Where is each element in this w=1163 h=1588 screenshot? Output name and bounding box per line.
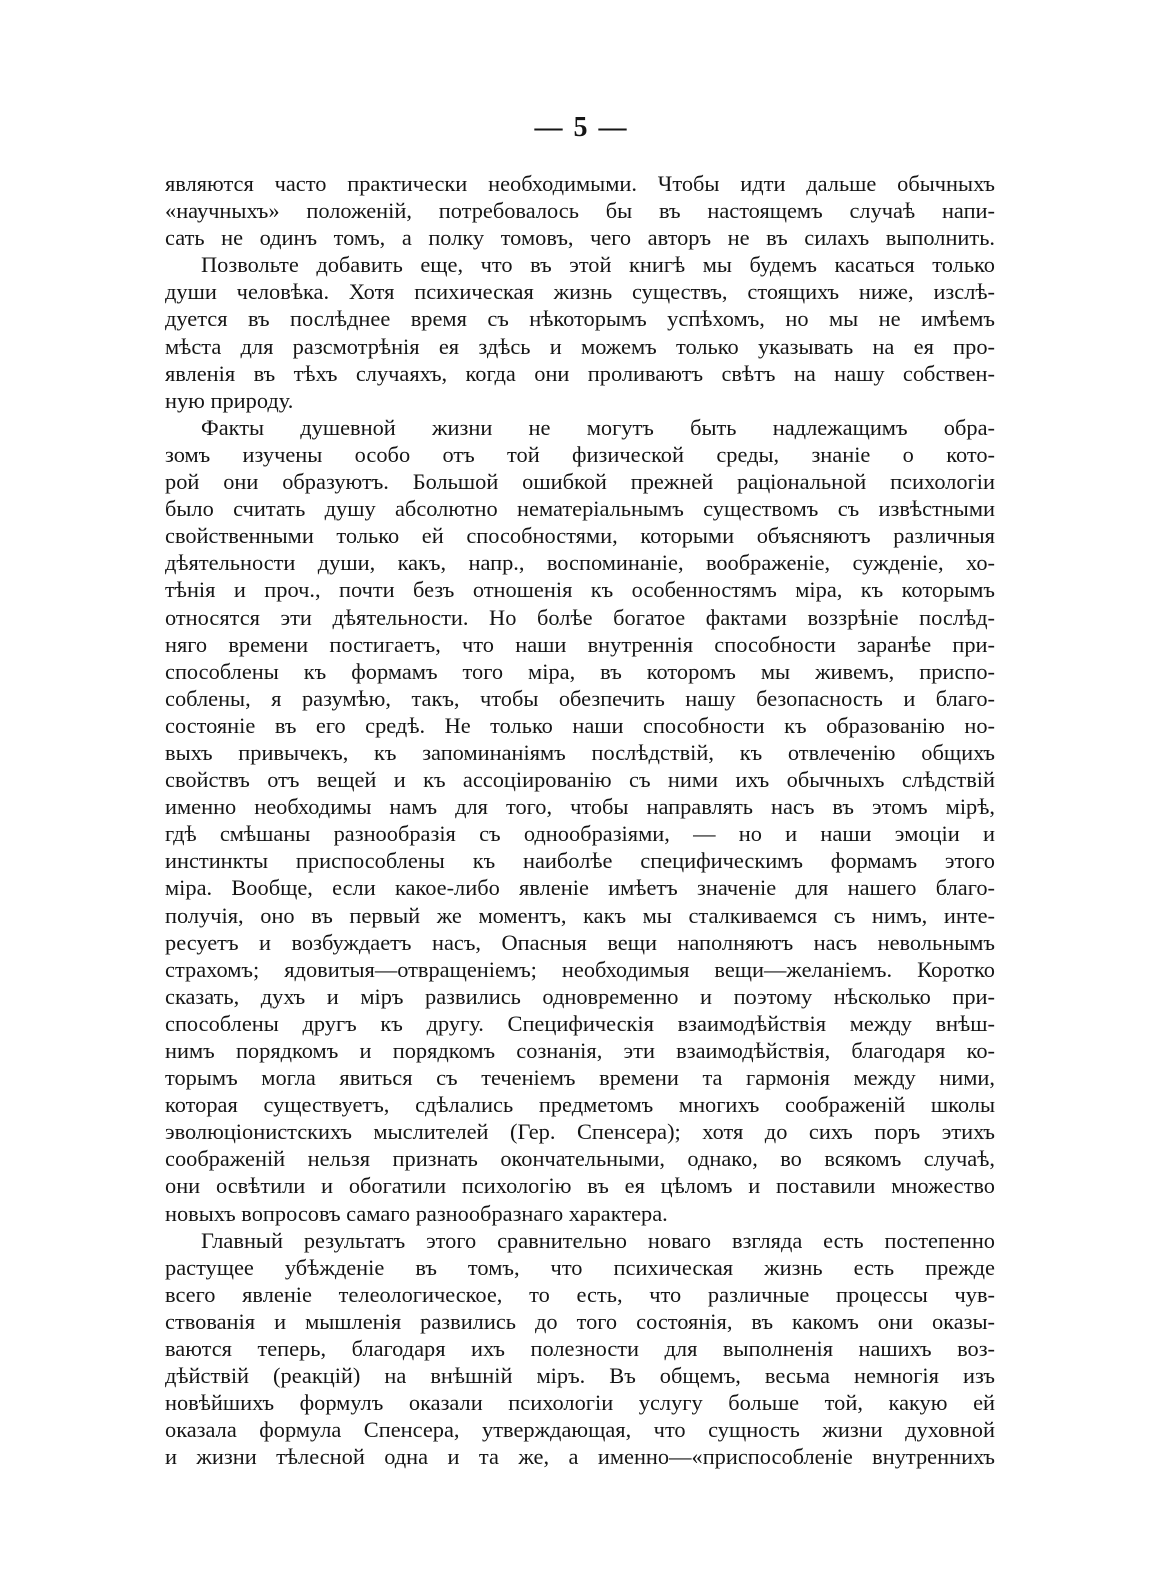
text-line: торымъ могла явиться съ теченіемъ времени та гармонія между ними, — [165, 1065, 995, 1091]
text-line: гдѣ смѣшаны разнообразія съ однообразіями, — но и наши эмоціи и — [165, 821, 995, 847]
text-line: «научныхъ» положеній, потребовалось бы въ настоящемъ случаѣ напи- — [165, 198, 995, 224]
text-line: инстинкты приспособлены къ наиболѣе специфическимъ формамъ этого — [165, 848, 995, 874]
text-line: страхомъ; ядовитыя—отвращеніемъ; необходимыя вещи—желаніемъ. Коротко — [165, 956, 995, 982]
text-line: сказать, духъ и міръ развились одновременно и поэтому нѣсколько при- — [165, 983, 995, 1009]
text-line: получія, оно въ первый же моментъ, какъ мы сталкиваемся съ нимъ, инте- — [165, 902, 995, 928]
text-line: относятся эти дѣятельности. Но болѣе богатое фактами воззрѣніе послѣд- — [165, 604, 995, 630]
text-line: дѣйствій (реакцій) на внѣшній міръ. Въ общемъ, весьма немногія изъ — [165, 1363, 995, 1389]
page-number: — 5 — — [534, 112, 629, 143]
text-line: души человѣка. Хотя психическая жизнь существъ, стоящихъ ниже, изслѣ- — [165, 279, 995, 305]
text-line: Позвольте добавить еще, что въ этой книгѣ мы будемъ касаться только — [201, 252, 995, 278]
text-line: они освѣтили и обогатили психологію въ ея цѣломъ и поставили множество — [165, 1173, 995, 1199]
text-line: было считать душу абсолютно нематеріальнымъ существомъ съ извѣстными — [165, 496, 995, 522]
text-line: свойствъ отъ вещей и къ ассоціированію съ ними ихъ обычныхъ слѣдствій — [165, 767, 995, 793]
text-line: дѣятельности души, какъ, напр., воспоминаніе, воображеніе, сужденіе, хо- — [165, 550, 995, 576]
text-line: Факты душевной жизни не могутъ быть надлежащимъ обра- — [201, 414, 995, 440]
text-line: эволюціонистскихъ мыслителей (Гер. Спенсера); хотя до сихъ поръ этихъ — [165, 1119, 995, 1145]
text-line: и жизни тѣлесной одна и та же, а именно—«приспособленіе внутреннихъ — [165, 1444, 995, 1470]
text-line: новѣйшихъ формулъ оказали психологіи услугу больше той, какую ей — [165, 1390, 995, 1416]
text-line: являются часто практически необходимыми. Чтобы идти дальше обычныхъ — [165, 171, 995, 196]
text-line: рой они образуютъ. Большой ошибкой прежней раціональной психологіи — [165, 469, 995, 495]
text-line: именно необходимы намъ для того, чтобы направлять насъ въ этомъ мірѣ, — [165, 794, 995, 820]
text-line: ствованія и мышленія развились до того состоянія, въ какомъ они оказы- — [165, 1308, 995, 1334]
text-line: сать не одинъ томъ, а полку томовъ, чего авторъ не въ силахъ выполнить. — [165, 225, 995, 251]
text-line: новыхъ вопросовъ самаго разнообразнаго характера. — [165, 1200, 668, 1226]
text-line: мѣста для разсмотрѣнія ея здѣсь и можемъ только указывать на ея про- — [165, 333, 995, 359]
text-line: соблены, я разумѣю, такъ, чтобы обезпечить нашу безопасность и благо- — [165, 685, 995, 711]
text-line: всего явленіе телеологическое, то есть, что различные процессы чув- — [165, 1281, 995, 1307]
text-line: оказала формула Спенсера, утверждающая, что сущность жизни духовной — [165, 1417, 995, 1443]
text-line: міра. Вообще, если какое-либо явленіе имѣетъ значеніе для нашего благо- — [165, 875, 995, 901]
text-line: способлены къ формамъ того міра, въ которомъ мы живемъ, приспо- — [165, 658, 995, 684]
text-line: ваются теперь, благодаря ихъ полезности для выполненія нашихъ воз- — [165, 1336, 995, 1362]
text-line: ную природу. — [165, 387, 294, 413]
text-line: зомъ изучены особо отъ той физической среды, знаніе о кото- — [165, 441, 995, 467]
text-line: свойственными только ей способностями, которыми объясняютъ различныя — [165, 523, 995, 549]
text-line: состояніе въ его средѣ. Не только наши способности къ образованію но- — [165, 712, 995, 738]
text-line: выхъ привычекъ, къ запоминаніямъ послѣдствій, къ отвлеченію общихъ — [165, 739, 995, 765]
text-line: Главный результатъ этого сравнительно новаго взгляда есть постепенно — [201, 1227, 995, 1253]
text-line: соображеній нельзя признать окончательными, однако, во всякомъ случаѣ, — [165, 1146, 995, 1172]
text-line: способлены другъ къ другу. Специфическія взаимодѣйствія между внѣш- — [165, 1010, 995, 1036]
text-line: няго времени постигаетъ, что наши внутреннія способности заранѣе при- — [165, 631, 995, 657]
text-line: нимъ порядкомъ и порядкомъ сознанія, эти взаимодѣйствія, благодаря ко- — [165, 1038, 995, 1063]
text-line: тѣнія и проч., почти безъ отношенія къ особенностямъ міра, къ которымъ — [165, 577, 995, 603]
text-line: ресуетъ и возбуждаетъ насъ, Опасныя вещи наполняютъ насъ невольнымъ — [165, 929, 995, 955]
text-line: которая существуетъ, сдѣлались предметомъ многихъ соображеній школы — [165, 1092, 995, 1118]
text-line: растущее убѣжденіе въ томъ, что психическая жизнь есть прежде — [165, 1254, 995, 1280]
body-text — [165, 170, 995, 1471]
text-line: дуется въ послѣднее время съ нѣкоторымъ успѣхомъ, но мы не имѣемъ — [165, 306, 995, 332]
text-line: явленія въ тѣхъ случаяхъ, когда они проливаютъ свѣтъ на нашу собствен- — [165, 360, 995, 386]
